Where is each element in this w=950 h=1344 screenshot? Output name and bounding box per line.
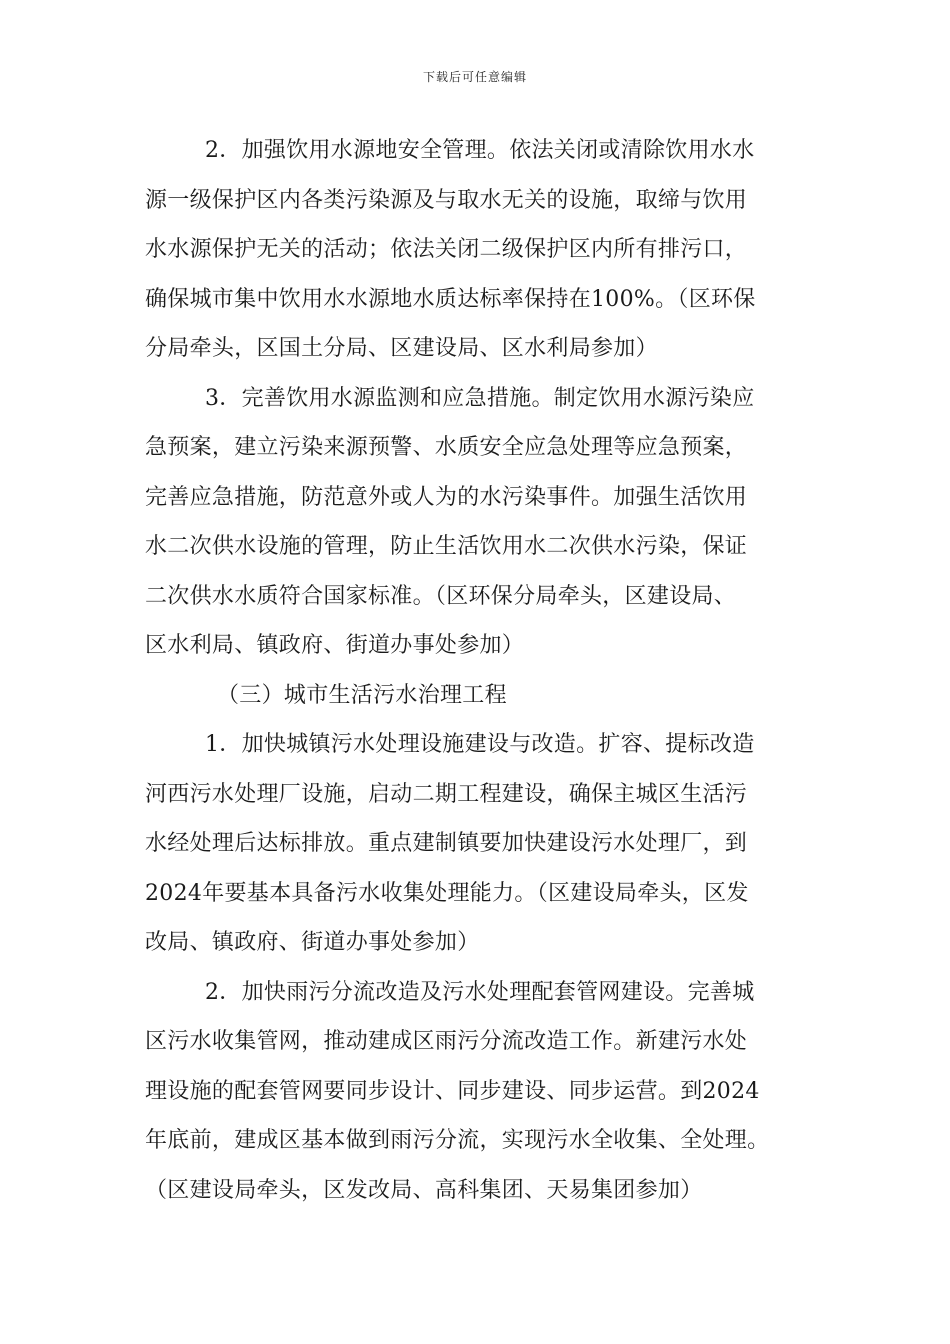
document-body	[145, 126, 805, 1215]
paragraph-line: 3．完善饮用水源监测和应急措施。制定饮用水源污染应	[205, 385, 755, 411]
paragraph-line: 水水源保护无关的活动；依法关闭二级保护区内所有排污口，	[145, 237, 748, 262]
paragraph-line: 水经处理后达标排放。重点建制镇要加快建设污水处理厂，到	[145, 831, 748, 856]
paragraph-line: 完善应急措施，防范意外或人为的水污染事件。加强生活饮用	[145, 484, 748, 510]
paragraph-line: 2．加快雨污分流改造及污水处理配套管网建设。完善城	[205, 979, 755, 1005]
page-header: 下载后可任意编辑	[422, 70, 527, 84]
paragraph-line: 2．加强饮用水源地安全管理。依法关闭或清除饮用水水	[205, 138, 755, 163]
paragraph-line: 分局牵头，区国土分局、区建设局、区水利局参加）	[145, 336, 658, 361]
paragraph-line: 2024年要基本具备污水收集处理能力。（区建设局牵头，区发	[145, 880, 749, 906]
paragraph-line: 水二次供水设施的管理，防止生活饮用水二次供水污染，保证	[145, 534, 748, 559]
paragraph-line: 二次供水水质符合国家标准。（区环保分局牵头，区建设局、	[145, 583, 737, 609]
paragraph-line: 区污水收集管网，推动建成区雨污分流改造工作。新建污水处	[145, 1029, 748, 1054]
paragraph-line: 区水利局、镇政府、街道办事处参加）	[145, 633, 525, 658]
paragraph-line: 急预案，建立污染来源预警、水质安全应急处理等应急预案，	[145, 435, 748, 460]
paragraph-line: 1．加快城镇污水处理设施建设与改造。扩容、提标改造	[205, 732, 755, 757]
paragraph-line: 理设施的配套管网要同步设计、同步建设、同步运营。到2024	[145, 1078, 760, 1104]
paragraph-line: （区建设局牵头，区发改局、高科集团、天易集团参加）	[145, 1177, 703, 1203]
section-heading: （三）城市生活污水治理工程	[217, 682, 507, 708]
paragraph-line: 源一级保护区内各类污染源及与取水无关的设施，取缔与饮用	[145, 187, 748, 213]
paragraph-line: 确保城市集中饮用水水源地水质达标率保持在100%。（区环保	[145, 286, 756, 312]
paragraph-line: 河西污水处理厂设施，启动二期工程建设，确保主城区生活污	[145, 781, 748, 807]
paragraph-line: 年底前，建成区基本做到雨污分流，实现污水全收集、全处理。	[145, 1128, 770, 1153]
paragraph-line: 改局、镇政府、街道办事处参加）	[145, 930, 480, 955]
